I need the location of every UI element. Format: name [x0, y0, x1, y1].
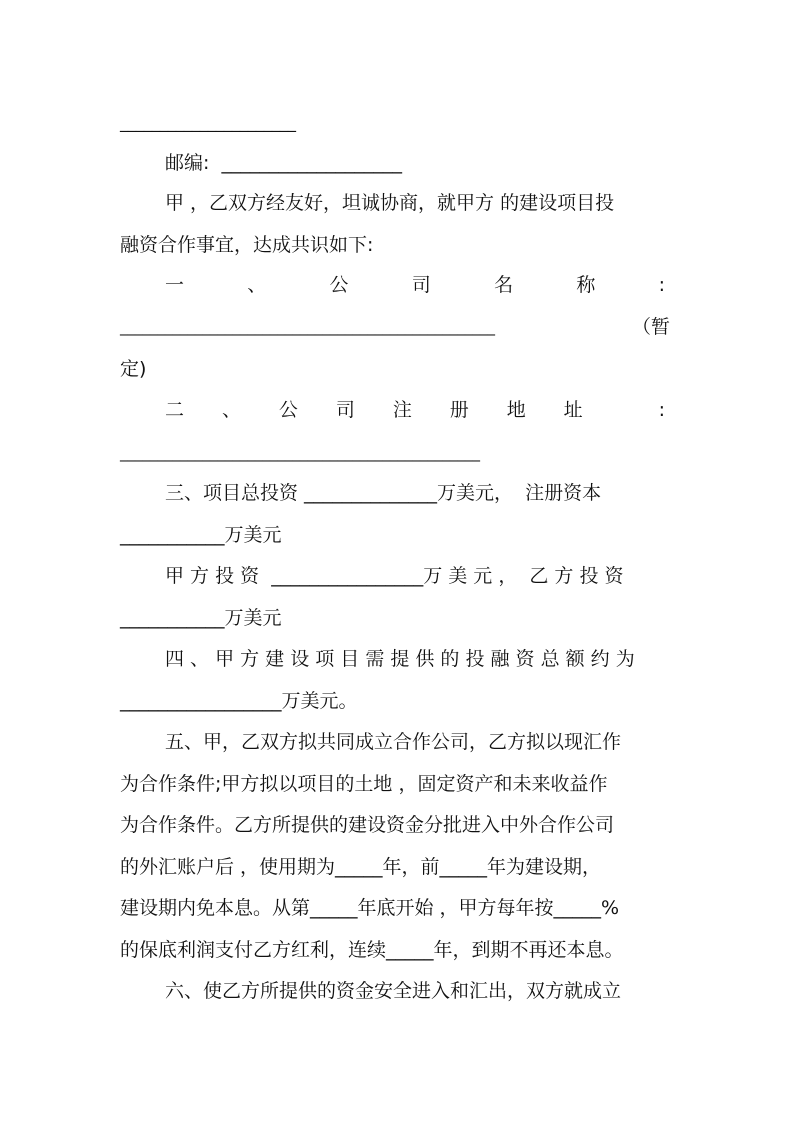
- char: 地: [506, 399, 526, 421]
- char: 公: [278, 399, 298, 421]
- paragraph-line: 五、甲，乙双方拟共同成立合作公司，乙方拟以现汇作: [165, 731, 622, 753]
- paragraph-line: _________________万美元。: [120, 690, 358, 712]
- paragraph-line: 建设期内免本息。从第_____年底开始 ，甲方每年按_____%: [120, 897, 620, 919]
- char: 司: [411, 274, 431, 296]
- paragraph-line: 为合作条件;甲方拟以项目的土地 ，固定资产和未来收益作: [120, 773, 608, 795]
- char: 、: [247, 274, 267, 296]
- paragraph-line: 融资合作事宜，达成共识如下:: [120, 234, 374, 256]
- postcode-line: 邮编: ___________________: [165, 152, 402, 174]
- paragraph-line: 为合作条件。乙方所提供的建设资金分批进入中外合作公司: [120, 814, 615, 836]
- char: 一: [165, 274, 185, 296]
- paragraph-line: ___________万美元: [120, 524, 282, 546]
- paragraph-line: 甲 方 投 资 ________________万 美 元 ， 乙 方 投 资: [165, 565, 624, 587]
- paragraph-line: 六、使乙方所提供的资金安全进入和汇出，双方就成立: [165, 980, 622, 1002]
- blank-line: __________________________________________________: [120, 318, 495, 336]
- blank-line: ______________________: [120, 113, 296, 132]
- char: 注: [392, 399, 412, 421]
- char: 、: [221, 399, 241, 421]
- char: 址: [563, 399, 583, 421]
- paragraph-line: 的外汇账户后 ，使用期为_____年，前_____年为建设期，: [120, 856, 602, 878]
- char: 册: [449, 399, 469, 421]
- paragraph-line: 甲 ，乙双方经友好，坦诚协商，就甲方 的建设项目投: [165, 192, 615, 214]
- paragraph-line: 的保底利润支付乙方红利，连续_____年，到期不再还本息。: [120, 939, 624, 961]
- char: 称: [576, 274, 596, 296]
- registered-address-heading: [165, 397, 665, 423]
- paragraph-line: 四 、 甲 方 建 设 项 目 需 提 供 的 投 融 资 总 额 约 为: [165, 648, 635, 670]
- blank-line: ________________________________________________: [120, 444, 480, 462]
- char: 司: [335, 399, 355, 421]
- char: 二: [165, 399, 185, 421]
- paragraph-line: （暂: [632, 316, 671, 338]
- char: 公: [329, 274, 349, 296]
- char: :: [658, 274, 665, 296]
- char: 名: [494, 274, 514, 296]
- company-name-heading: [165, 272, 665, 298]
- paragraph-line: ___________万美元: [120, 607, 282, 629]
- paragraph-line: 定): [120, 358, 147, 380]
- paragraph-line: 三、项目总投资 ______________万美元， 注册资本: [165, 482, 602, 504]
- char: :: [658, 399, 665, 421]
